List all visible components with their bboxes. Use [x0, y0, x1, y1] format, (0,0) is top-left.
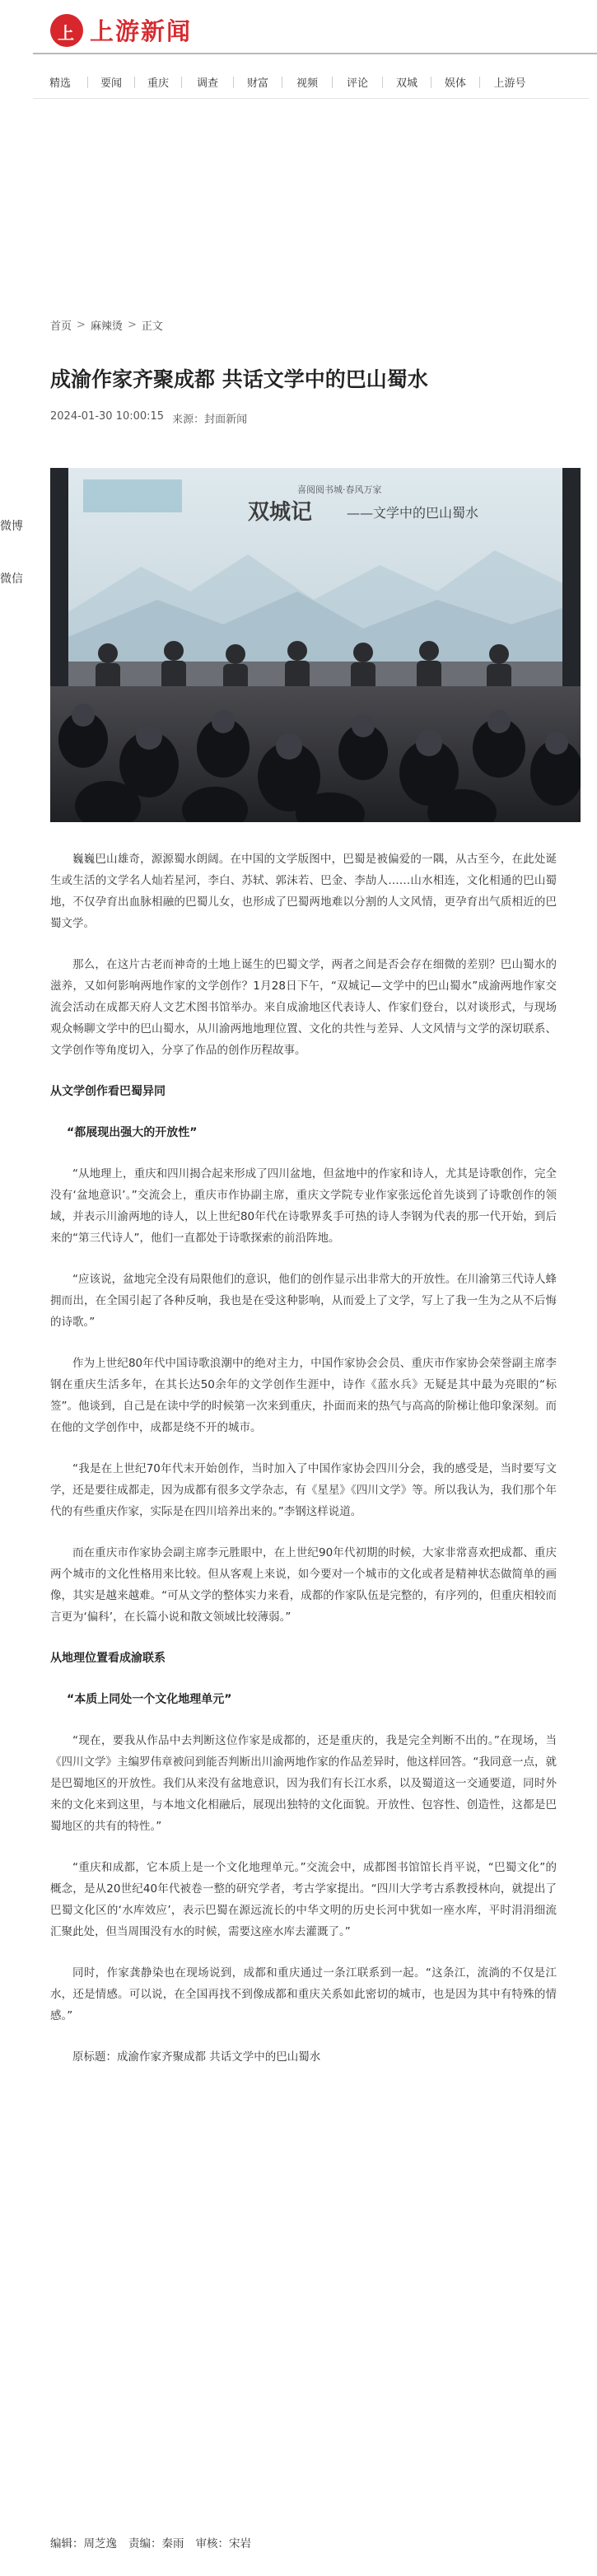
banner-subtitle-text: ——文学中的巴山蜀水: [347, 505, 479, 521]
nav-item[interactable]: 要闻: [100, 77, 122, 90]
nav-item[interactable]: 财富: [246, 77, 268, 90]
paragraph: 那么，在这片古老而神奇的土地上诞生的巴蜀文学，两者之间是否会存在细微的差别？巴山蜀水的滋养，又如何影响两地作家的文学创作？1月28日下午，“双城记—文学中的巴山蜀水”成渝两地作家交流会活动在成都天府人文艺术图书馆举办。来自成渝地区代表诗人、作家们登台，以对谈形式，与现场观众畅聊文学中的巴山蜀水，从川渝两地地理位置、文化的共性与差异、人文风情与文学的深切联系、文学创作等角度切入，分享了作品的创作历程故事。: [50, 958, 557, 1057]
paragraph: 而在重庆市作家协会副主席李元胜眼中，在上世纪90年代初期的时候，大家非常喜欢把成都、重庆两个城市的文化性格用来比较。但从客观上来说，如今要对一个城市的文化或者是精神状态做简单的画像，其实是越来越难。“可从文学的整体实力来看，成都的作家队伍是完整的，有序列的，但重庆相较而言更为‘偏科’，在长篇小说和散文领域比较薄弱。”: [50, 1546, 557, 1624]
chevron-right-icon: >: [127, 319, 137, 331]
reviewer: 审核：宋岩: [195, 2537, 251, 2550]
editor: 编辑：周芝逸: [50, 2537, 117, 2550]
paragraph: “重庆和成都，它本质上是一个文化地理单元。”交流会中，成都图书馆馆长肖平说，“巴蜀文化”的概念，是从20世纪40年代被卷一整的研究学者，考古学家提出。“四川大学考古系教授林向，就提出了巴蜀文化区的‘水库效应’，表示巴蜀在源远流长的中华文明的历史长河中犹如一座水库，平时涓涓细流汇聚此处，但当周围没有水的时候，需要这座水库去灌溉了。”: [50, 1861, 557, 1938]
share-wechat[interactable]: 微信: [0, 573, 23, 586]
paragraph: “我是在上世纪70年代末开始创作，当时加入了中国作家协会四川分会，我的感受是，当时要写文学，还是要往成都走，因为成都有很多文学杂志，有《星星》《四川文学》等。所以我认为，我们那个年代的有些重庆作家，实际是在四川培养出来的。”李钢这样说道。: [50, 1462, 557, 1518]
sub-heading: “本质上同处一个文化地理单元”: [67, 1693, 232, 1706]
article-source: 来源：封面新闻: [172, 414, 248, 426]
paragraph: 作为上世纪80年代中国诗歌浪潮中的绝对主力，中国作家协会会员、重庆市作家协会荣誉副主席李钢在重庆生活多年，在其长达50余年的文学创作生涯中，诗作《蓝水兵》无疑是其中最为亮眼的“标签”。他谈到，自己是在读中学的时候第一次来到重庆，扑面而来的热气与高高的阶梯让他印象深刻。而在他的文学创作中，成都是绕不开的城市。: [50, 1357, 557, 1434]
section-heading: 从地理位置看成渝联系: [50, 1652, 166, 1665]
nav-item[interactable]: 娱体: [444, 77, 466, 90]
nav-item[interactable]: 视频: [296, 77, 318, 90]
paragraph: “从地理上，重庆和四川揭合起来形成了四川盆地，但盆地中的作家和诗人，尤其是诗歌创作，完全没有‘盆地意识’。”交流会上，重庆市作协副主席，重庆文学院专业作家张远伦首先谈到了诗歌创作的领域，并表示川渝两地的诗人，以上世纪80年代在诗歌界炙手可热的诗人李钢为代表的那一代开始，到后来的“第三代诗人”，他们一直都处于诗歌探索的前沿阵地。: [50, 1167, 557, 1245]
nav-item[interactable]: 精选: [49, 77, 71, 90]
main-nav: [33, 66, 589, 99]
breadcrumb-home[interactable]: 首页: [50, 320, 72, 333]
logo-text: 上游新闻: [90, 17, 193, 45]
nav-item[interactable]: 上游号: [493, 77, 526, 90]
article-meta: [50, 410, 247, 426]
breadcrumb-current: 正文: [141, 320, 163, 333]
site-logo[interactable]: [50, 13, 192, 47]
nav-item[interactable]: 重庆: [147, 77, 169, 90]
breadcrumb: [50, 317, 163, 333]
share-bar: [0, 517, 23, 623]
share-weibo[interactable]: 微博: [0, 520, 23, 533]
chevron-right-icon: >: [77, 319, 86, 331]
event-photo-illustration: [50, 468, 581, 822]
paragraph: 同时，作家龚静染也在现场说到，成都和重庆通过一条江联系到一起。“这条江，流淌的不仅是江水，还是情感。可以说，在全国再找不到像成都和重庆关系如此密切的城市，也是因为其中有特殊的情感。”: [50, 1966, 557, 2022]
paragraph: 巍巍巴山雄奇，源源蜀水朗阔。在中国的文学版图中，巴蜀是被偏爱的一隅，从古至今，在此处诞生或生活的文学名人灿若星河，李白、苏轼、郭沫若、巴金、李劼人……山水相连，文化相通的巴山蜀地，不仅孕育出血脉相融的巴蜀儿女，也形成了巴蜀两地难以分割的人文风情，更孕育出气质相近的巴蜀文学。: [50, 853, 557, 930]
responsible-editor: 责编：秦雨: [128, 2537, 184, 2550]
paragraph: “应该说，盆地完全没有局限他们的意识，他们的创作显示出非常大的开放性。在川渝第三代诗人蜂拥而出，在全国引起了各种反响，我也是在受这种影响，从而爱上了文学，写上了我一生为之从不后悔的诗歌。”: [50, 1273, 557, 1329]
original-title: 原标题：成渝作家齐聚成都 共话文学中的巴山蜀水: [72, 2050, 321, 2064]
section-heading: 从文学创作看巴蜀异同: [50, 1085, 166, 1098]
article-body: [50, 849, 557, 2087]
site-header: [0, 0, 597, 53]
nav-item[interactable]: 双城: [395, 77, 417, 90]
editor-credits: [50, 2534, 251, 2550]
breadcrumb-section[interactable]: 麻辣烫: [90, 320, 123, 333]
logo-icon: 上: [50, 14, 83, 47]
article-photo: [50, 468, 581, 822]
nav-item[interactable]: 评论: [346, 77, 368, 90]
banner-title-text: 双城记: [248, 500, 313, 525]
banner-top-text: 喜阅阅书城·春风万家: [297, 484, 382, 495]
paragraph: “现在，要我从作品中去判断这位作家是成都的，还是重庆的，我是完全判断不出的。”在现场，当《四川文学》主编罗伟章被问到能否判断出川渝两地作家的作品差异时，他这样回答。“我同意一点，就是巴蜀地区的开放性。我们从来没有盆地意识，因为我们有长江水系，以及蜀道这一交通要道，同时外来的文化来到这里，与本地文化相融后，展现出独特的文化面貌。开放性、包容性、创造性，这都是巴蜀地区的共有的特性。”: [50, 1734, 557, 1833]
nav-item[interactable]: 调查: [196, 77, 218, 90]
header-divider: [33, 53, 597, 54]
article-datetime: 2024-01-30 10:00:15: [50, 410, 165, 423]
sub-heading: “都展现出强大的开放性”: [67, 1126, 198, 1139]
article-title: 成渝作家齐聚成都 共话文学中的巴山蜀水: [50, 367, 428, 391]
